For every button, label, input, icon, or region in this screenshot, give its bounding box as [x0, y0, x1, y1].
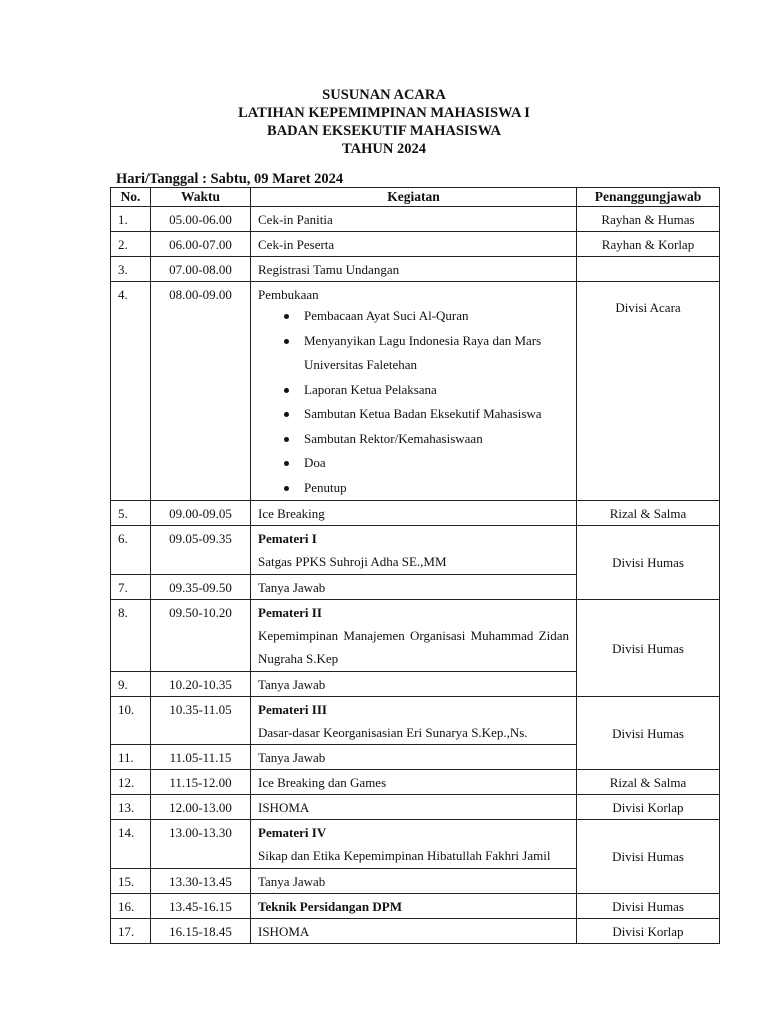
bullet-icon	[284, 412, 289, 417]
row-number: 11.	[111, 745, 151, 770]
activity-description: Dasar-dasar Keorganisasian Eri Sunarya S.Kep.,Ns.	[258, 724, 528, 740]
title-line-1: SUSUNAN ACARA	[322, 87, 446, 103]
row-time: 13.00-13.30	[151, 820, 251, 869]
activity-subitems	[258, 304, 569, 500]
row-time: 11.15-12.00	[151, 770, 251, 795]
row-number: 3.	[111, 257, 151, 282]
table-row	[111, 696, 720, 745]
row-activity	[251, 868, 577, 893]
row-activity	[251, 207, 577, 232]
row-activity	[251, 820, 577, 869]
row-number: 2.	[111, 232, 151, 257]
row-person-in-charge: Divisi Humas	[577, 526, 720, 600]
bullet-icon	[284, 461, 289, 466]
row-person-in-charge: Divisi Humas	[577, 599, 720, 696]
row-number: 17.	[111, 918, 151, 943]
title-line-3: BADAN EKSEKUTIF MAHASISWA	[267, 123, 501, 139]
bullet-icon	[284, 314, 289, 319]
row-activity	[251, 770, 577, 795]
subitem-text: Penutup	[304, 479, 347, 495]
activity-description: Sikap dan Etika Kepemimpinan Hibatullah Fakhri Jamil	[258, 848, 551, 863]
table-row	[111, 501, 720, 526]
bullet-icon	[284, 388, 289, 393]
row-time: 09.35-09.50	[151, 574, 251, 599]
activity-title: Registrasi Tamu Undangan	[258, 262, 400, 277]
row-time: 09.50-10.20	[151, 599, 251, 671]
activity-title: ISHOMA	[258, 923, 310, 939]
list-item	[304, 378, 569, 403]
table-row	[111, 282, 720, 501]
row-number: 1.	[111, 207, 151, 232]
row-person-in-charge: Divisi Humas	[577, 820, 720, 894]
row-person-in-charge: Rayhan & Korlap	[577, 232, 720, 257]
row-activity	[251, 696, 577, 745]
column-header-person-in-charge: Penanggungjawab	[577, 188, 720, 207]
list-item	[304, 427, 569, 452]
row-number: 7.	[111, 574, 151, 599]
row-time: 06.00-07.00	[151, 232, 251, 257]
row-activity	[251, 282, 577, 501]
bullet-icon	[284, 437, 289, 442]
row-person-in-charge: Divisi Korlap	[577, 918, 720, 943]
table-row	[111, 795, 720, 820]
table-row	[111, 232, 720, 257]
document-title	[0, 86, 768, 158]
row-activity	[251, 232, 577, 257]
table-row	[111, 893, 720, 918]
subitem-text: Sambutan Ketua Badan Eksekutif Mahasiswa	[304, 406, 542, 421]
row-activity	[251, 671, 577, 696]
activity-title: Ice Breaking dan Games	[258, 775, 387, 790]
row-activity	[251, 574, 577, 599]
activity-title: Pemateri IV	[258, 825, 327, 840]
subitem-text: Laporan Ketua Pelaksana	[304, 381, 437, 397]
row-time: 09.05-09.35	[151, 526, 251, 575]
row-person-in-charge: Divisi Acara	[577, 282, 720, 501]
title-line-4: TAHUN 2024	[342, 141, 426, 157]
activity-description: Satgas PPKS Suhroji Adha SE.,MM	[258, 554, 447, 569]
activity-title: ISHOMA	[258, 800, 310, 815]
row-time: 05.00-06.00	[151, 207, 251, 232]
bullet-icon	[284, 339, 289, 344]
column-header-activity: Kegiatan	[251, 188, 577, 207]
row-activity	[251, 501, 577, 526]
row-time: 11.05-11.15	[151, 745, 251, 770]
column-header-no: No.	[111, 188, 151, 207]
row-activity	[251, 745, 577, 770]
row-number: 15.	[111, 868, 151, 893]
subitem-text: Doa	[304, 455, 326, 470]
row-number: 10.	[111, 696, 151, 745]
activity-title: Pemateri I	[258, 531, 317, 546]
activity-title: Pemateri II	[258, 604, 322, 620]
row-person-in-charge: Divisi Humas	[577, 893, 720, 918]
subitem-text: Sambutan Rektor/Kemahasiswaan	[304, 430, 483, 446]
row-activity	[251, 526, 577, 575]
column-header-time: Waktu	[151, 188, 251, 207]
row-time: 13.45-16.15	[151, 893, 251, 918]
row-activity	[251, 918, 577, 943]
row-time: 08.00-09.00	[151, 282, 251, 501]
activity-title: Cek-in Panitia	[258, 212, 333, 227]
activity-title: Tanya Jawab	[258, 676, 326, 692]
row-person-in-charge	[577, 257, 720, 282]
activity-title: Cek-in Peserta	[258, 237, 335, 252]
row-number: 16.	[111, 893, 151, 918]
activity-title: Tanya Jawab	[258, 579, 326, 595]
subitem-text: Pembacaan Ayat Suci Al-Quran	[304, 308, 469, 323]
subitem-text: Menyanyikan Lagu Indonesia Raya dan Mars Universitas Faletehan	[304, 332, 542, 372]
row-time: 10.35-11.05	[151, 696, 251, 745]
row-number: 4.	[111, 282, 151, 501]
table-row	[111, 526, 720, 575]
row-time: 07.00-08.00	[151, 257, 251, 282]
row-activity	[251, 257, 577, 282]
row-person-in-charge: Rizal & Salma	[577, 770, 720, 795]
row-time: 13.30-13.45	[151, 868, 251, 893]
row-number: 13.	[111, 795, 151, 820]
date-line: Hari/Tanggal : Sabtu, 09 Maret 2024	[116, 171, 344, 187]
table-row	[111, 770, 720, 795]
table-row	[111, 257, 720, 282]
activity-title: Teknik Persidangan DPM	[258, 898, 402, 914]
row-activity	[251, 893, 577, 918]
row-number: 8.	[111, 599, 151, 671]
row-time: 12.00-13.00	[151, 795, 251, 820]
row-person-in-charge: Rizal & Salma	[577, 501, 720, 526]
row-person-in-charge: Divisi Humas	[577, 696, 720, 770]
list-item	[304, 476, 569, 501]
table-row	[111, 207, 720, 232]
activity-title: Pemateri III	[258, 701, 327, 717]
bullet-icon	[284, 486, 289, 491]
table-row	[111, 918, 720, 943]
row-activity	[251, 795, 577, 820]
activity-description: Kepemimpinan Manajemen Organisasi Muhammad Zidan Nugraha S.Kep	[258, 627, 569, 666]
row-time: 16.15-18.45	[151, 918, 251, 943]
row-number: 12.	[111, 770, 151, 795]
row-time: 10.20-10.35	[151, 671, 251, 696]
list-item	[304, 329, 569, 378]
activity-title: Tanya Jawab	[258, 750, 326, 765]
row-number: 5.	[111, 501, 151, 526]
table-row	[111, 820, 720, 869]
row-person-in-charge: Rayhan & Humas	[577, 207, 720, 232]
row-number: 9.	[111, 671, 151, 696]
list-item	[304, 304, 569, 329]
list-item	[304, 402, 569, 427]
activity-title: Tanya Jawab	[258, 873, 326, 889]
activity-title: Pembukaan	[258, 287, 319, 302]
row-person-in-charge: Divisi Korlap	[577, 795, 720, 820]
activity-title: Ice Breaking	[258, 506, 325, 521]
schedule-table	[110, 187, 720, 944]
row-time: 09.00-09.05	[151, 501, 251, 526]
table-row	[111, 599, 720, 671]
list-item	[304, 451, 569, 476]
table-header-row	[111, 188, 720, 207]
row-number: 14.	[111, 820, 151, 869]
row-number: 6.	[111, 526, 151, 575]
row-activity	[251, 599, 577, 671]
title-line-2: LATIHAN KEPEMIMPINAN MAHASISWA I	[238, 105, 530, 121]
